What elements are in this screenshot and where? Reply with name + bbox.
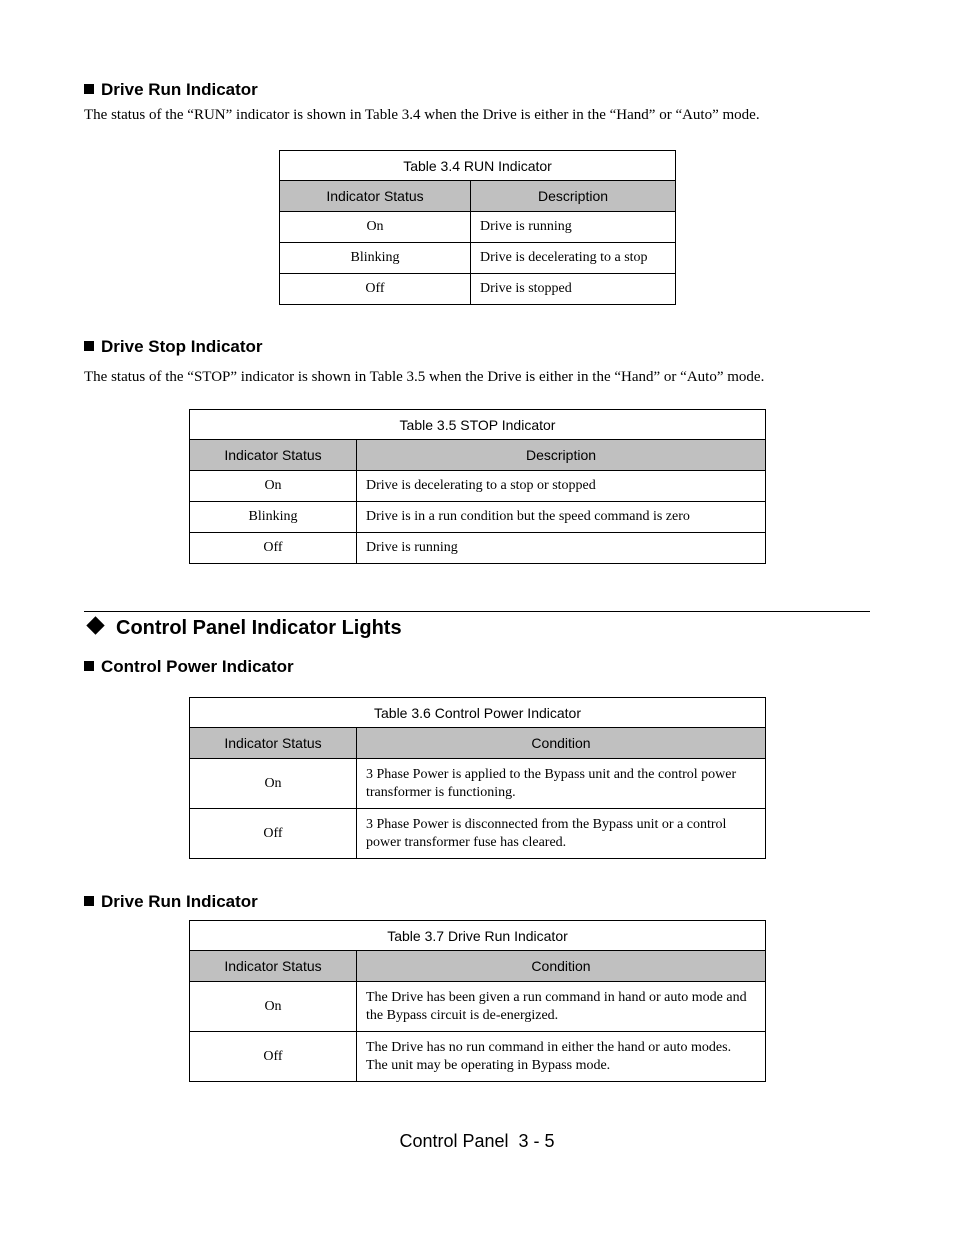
square-bullet-icon (84, 896, 94, 906)
table-caption: Table 3.4 RUN Indicator (280, 151, 676, 181)
heading-drive-stop-indicator: Drive Stop Indicator (84, 337, 263, 357)
status-cell: Blinking (280, 243, 471, 274)
square-bullet-icon (84, 84, 94, 94)
condition-cell: The Drive has been given a run command in hand or auto mode and the Bypass circuit is de-energized. (357, 982, 766, 1032)
status-cell: Off (190, 1032, 357, 1082)
column-header-status: Indicator Status (190, 728, 357, 759)
column-header-status: Indicator Status (280, 181, 471, 212)
table-3-6-control-power-indicator (189, 697, 766, 859)
condition-cell: 3 Phase Power is applied to the Bypass unit and the control power transformer is functioning. (357, 759, 766, 809)
description-cell: Drive is stopped (471, 274, 676, 305)
status-cell: Off (280, 274, 471, 305)
table-row (190, 502, 766, 533)
table-row (190, 471, 766, 502)
description-cell: Drive is running (471, 212, 676, 243)
status-cell: Blinking (190, 502, 357, 533)
status-cell: Off (190, 809, 357, 859)
table-caption: Table 3.7 Drive Run Indicator (190, 921, 766, 951)
table-caption: Table 3.6 Control Power Indicator (190, 698, 766, 728)
heading-control-panel-indicator-lights: Control Panel Indicator Lights (84, 617, 402, 640)
paragraph-stop-indicator: The status of the “STOP” indicator is shown in Table 3.5 when the Drive is either in the “Hand” or “Auto” mode. (84, 369, 765, 385)
column-header-condition: Condition (357, 728, 766, 759)
table-caption: Table 3.5 STOP Indicator (190, 410, 766, 440)
square-bullet-icon (84, 341, 94, 351)
table-row (280, 243, 676, 274)
table-row (190, 809, 766, 859)
status-cell: On (190, 982, 357, 1032)
heading-drive-run-indicator-2: Drive Run Indicator (84, 892, 258, 912)
page-footer: Control Panel 3 - 5 (399, 1131, 555, 1151)
description-cell: Drive is decelerating to a stop or stopped (357, 471, 766, 502)
description-cell: Drive is decelerating to a stop (471, 243, 676, 274)
column-header-status: Indicator Status (190, 951, 357, 982)
table-row (190, 1032, 766, 1082)
status-cell: On (280, 212, 471, 243)
table-row (190, 982, 766, 1032)
column-header-status: Indicator Status (190, 440, 357, 471)
description-cell: Drive is running (357, 533, 766, 564)
condition-cell: The Drive has no run command in either the hand or auto modes. The unit may be operating in Bypass mode. (357, 1032, 766, 1082)
table-3-7-drive-run-indicator (189, 920, 766, 1082)
table-3-4-run-indicator (279, 150, 676, 305)
status-cell: On (190, 471, 357, 502)
column-header-description: Description (471, 181, 676, 212)
description-cell: Drive is in a run condition but the speed command is zero (357, 502, 766, 533)
paragraph-run-indicator: The status of the “RUN” indicator is shown in Table 3.4 when the Drive is either in the “Hand” or “Auto” mode. (84, 107, 760, 123)
table-3-5-stop-indicator (189, 409, 766, 564)
table-row (190, 759, 766, 809)
column-header-condition: Condition (357, 951, 766, 982)
status-cell: On (190, 759, 357, 809)
status-cell: Off (190, 533, 357, 564)
heading-drive-run-indicator: Drive Run Indicator (84, 80, 258, 100)
section-divider (84, 611, 870, 612)
column-header-description: Description (357, 440, 766, 471)
table-row (280, 274, 676, 305)
table-row (190, 533, 766, 564)
square-bullet-icon (84, 661, 94, 671)
table-row (280, 212, 676, 243)
condition-cell: 3 Phase Power is disconnected from the Bypass unit or a control power transformer fuse has cleared. (357, 809, 766, 859)
diamond-bullet-icon (86, 616, 104, 634)
heading-control-power-indicator: Control Power Indicator (84, 657, 294, 677)
